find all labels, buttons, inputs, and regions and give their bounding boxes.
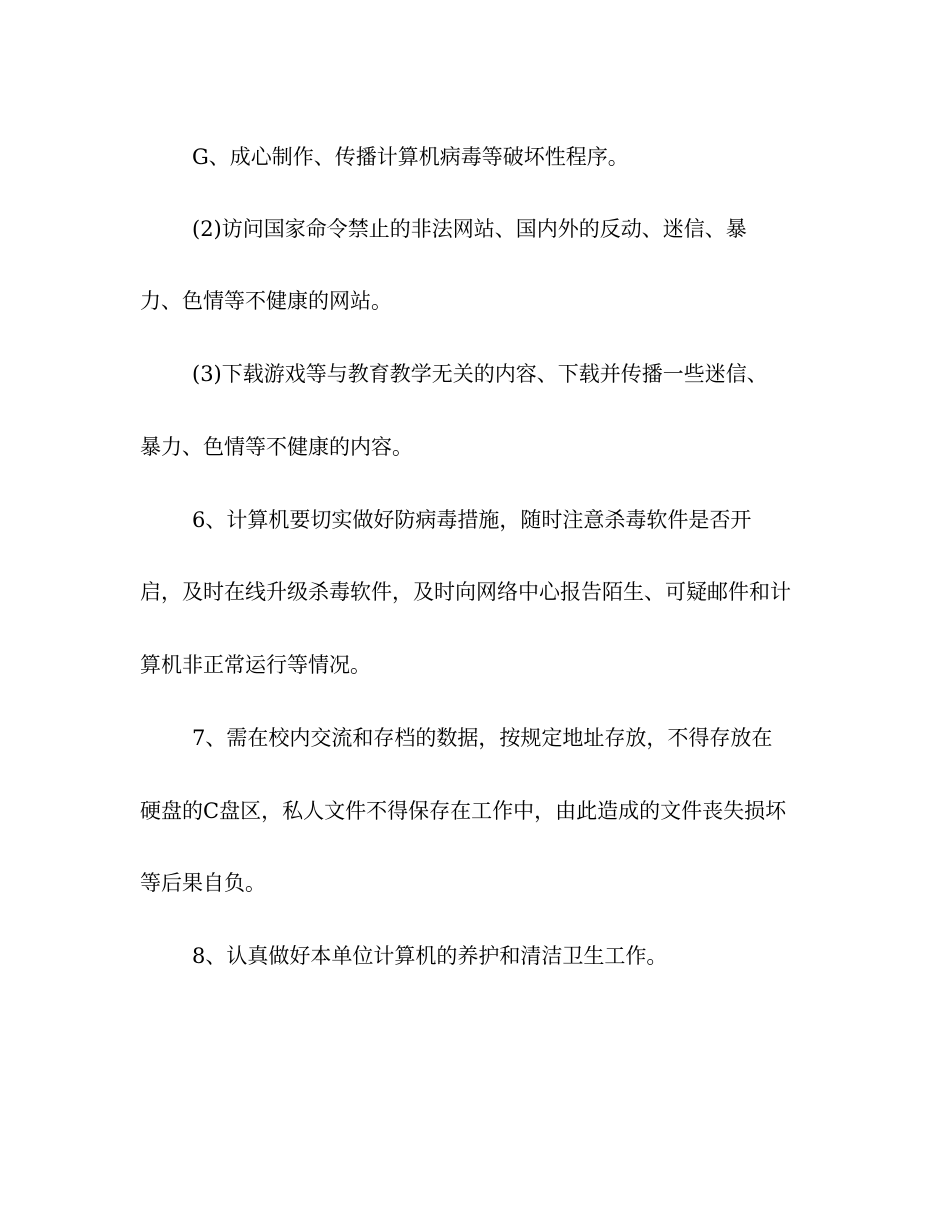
text-line: G、成心制作、传播计算机病毒等破坏性程序。 xyxy=(192,145,629,169)
text-line: 算机非正常运行等情况。 xyxy=(140,653,371,677)
text-line: 启，及时在线升级杀毒软件，及时向网络中心报告陌生、可疑邮件和计 xyxy=(140,580,791,604)
text-line: 6、计算机要切实做好防病毒措施，随时注意杀毒软件是否开 xyxy=(192,508,752,532)
text-line: (2)访问国家命令禁止的非法网站、国内外的反动、迷信、暴 xyxy=(192,217,747,241)
text-line: 暴力、色情等不健康的内容。 xyxy=(140,435,413,459)
text-line: 7、需在校内交流和存档的数据，按规定地址存放，不得存放在 xyxy=(192,726,773,750)
text-line: 8、认真做好本单位计算机的养护和清洁卫生工作。 xyxy=(192,944,668,968)
text-line: 等后果自负。 xyxy=(140,871,266,895)
text-line: 硬盘的C盘区，私人文件不得保存在工作中，由此造成的文件丧失损坏 xyxy=(140,799,787,823)
text-line: 力、色情等不健康的网站。 xyxy=(140,289,392,313)
text-line: (3)下载游戏等与教育教学无关的内容、下载并传播一些迷信、 xyxy=(192,362,768,386)
